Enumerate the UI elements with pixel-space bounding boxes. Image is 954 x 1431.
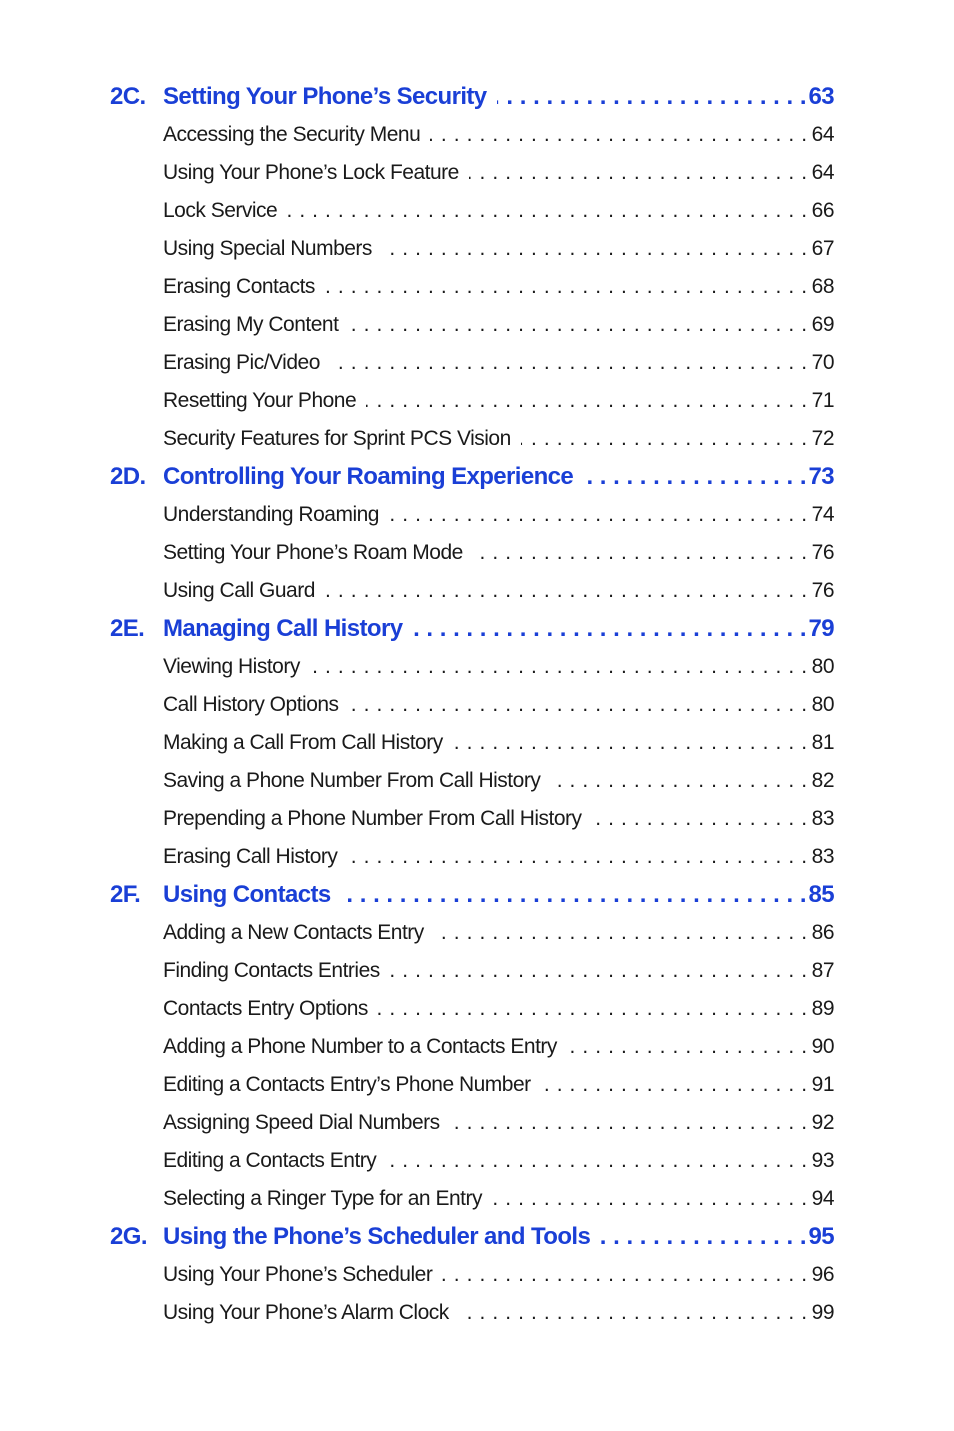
- dot-leader: [389, 496, 808, 534]
- entry-page-number: 90: [811, 1035, 834, 1058]
- toc-entry[interactable]: [110, 534, 834, 572]
- toc-entry[interactable]: [110, 420, 834, 458]
- toc-entry[interactable]: [110, 1256, 834, 1294]
- entry-page-number: 80: [811, 655, 834, 678]
- dot-leader: [430, 116, 807, 154]
- toc-entry[interactable]: [110, 1180, 834, 1218]
- entry-title: Security Features for Sprint PCS Vision: [163, 427, 511, 450]
- entry-title: Viewing History: [163, 655, 300, 678]
- entry-page-number: 64: [811, 161, 834, 184]
- dot-leader: [453, 724, 808, 762]
- chapter-title: Setting Your Phone’s Security: [163, 83, 487, 110]
- toc-entry[interactable]: [110, 306, 834, 344]
- entry-page-number: 69: [811, 313, 834, 336]
- dot-leader: [341, 876, 807, 914]
- entry-title: Prepending a Phone Number From Call History: [163, 807, 582, 830]
- table-of-contents: [110, 78, 834, 1332]
- dot-leader: [330, 344, 808, 382]
- toc-entry[interactable]: [110, 990, 834, 1028]
- toc-entry[interactable]: [110, 952, 834, 990]
- entry-page-number: 83: [811, 845, 834, 868]
- chapter-number: 2F.: [110, 881, 141, 908]
- entry-title: Using Special Numbers: [163, 237, 372, 260]
- entry-title: Adding a Phone Number to a Contacts Entry: [163, 1035, 557, 1058]
- entry-title: Selecting a Ringer Type for an Entry: [163, 1187, 482, 1210]
- chapter-title: Using Contacts: [163, 881, 331, 908]
- toc-entry[interactable]: [110, 800, 834, 838]
- chapter-title: Managing Call History: [163, 615, 403, 642]
- dot-leader: [442, 1256, 807, 1294]
- entry-title: Erasing Pic/Video: [163, 351, 320, 374]
- toc-entry[interactable]: [110, 192, 834, 230]
- toc-entry[interactable]: [110, 914, 834, 952]
- entry-title: Using Call Guard: [163, 579, 315, 602]
- entry-page-number: 72: [811, 427, 834, 450]
- dot-leader: [412, 610, 806, 648]
- dot-leader: [550, 762, 807, 800]
- dot-leader: [492, 1180, 808, 1218]
- entry-title: Using Your Phone’s Alarm Clock: [163, 1301, 449, 1324]
- toc-entry[interactable]: [110, 838, 834, 876]
- toc-entry[interactable]: [110, 230, 834, 268]
- entry-page-number: 67: [811, 237, 834, 260]
- chapter-title: Using the Phone’s Scheduler and Tools: [163, 1223, 591, 1250]
- entry-page-number: 87: [811, 959, 834, 982]
- entry-title: Lock Service: [163, 199, 278, 222]
- dot-leader: [378, 990, 808, 1028]
- toc-entry[interactable]: [110, 762, 834, 800]
- toc-entry[interactable]: [110, 1104, 834, 1142]
- dot-leader: [600, 1218, 806, 1256]
- toc-entry[interactable]: [110, 686, 834, 724]
- toc-entry[interactable]: [110, 1066, 834, 1104]
- dot-leader: [497, 78, 807, 116]
- dot-leader: [592, 800, 808, 838]
- entry-title: Making a Call From Call History: [163, 731, 443, 754]
- dot-leader: [521, 420, 808, 458]
- dot-leader: [366, 382, 807, 420]
- entry-title: Assigning Speed Dial Numbers: [163, 1111, 440, 1134]
- dot-leader: [541, 1066, 808, 1104]
- entry-page-number: 82: [811, 769, 834, 792]
- entry-title: Finding Contacts Entries: [163, 959, 380, 982]
- dot-leader: [450, 1104, 808, 1142]
- entry-page-number: 76: [811, 579, 834, 602]
- chapter-number: 2D.: [110, 463, 146, 490]
- entry-page-number: 68: [811, 275, 834, 298]
- entry-page-number: 89: [811, 997, 834, 1020]
- entry-page-number: 91: [811, 1073, 834, 1096]
- entry-page-number: 86: [811, 921, 834, 944]
- dot-leader: [349, 686, 808, 724]
- entry-title: Saving a Phone Number From Call History: [163, 769, 541, 792]
- entry-page-number: 81: [811, 731, 834, 754]
- entry-title: Contacts Entry Options: [163, 997, 368, 1020]
- entry-title: Understanding Roaming: [163, 503, 379, 526]
- toc-entry[interactable]: [110, 1028, 834, 1066]
- toc-entry[interactable]: [110, 382, 834, 420]
- entry-title: Using Your Phone’s Scheduler: [163, 1263, 433, 1286]
- entry-title: Editing a Contacts Entry: [163, 1149, 377, 1172]
- dot-leader: [583, 458, 806, 496]
- entry-title: Editing a Contacts Entry’s Phone Number: [163, 1073, 531, 1096]
- chapter-number: 2G.: [110, 1223, 147, 1250]
- entry-title: Erasing My Content: [163, 313, 339, 336]
- entry-page-number: 74: [811, 503, 834, 526]
- chapter-number: 2E.: [110, 615, 145, 642]
- entry-page-number: 64: [811, 123, 834, 146]
- dot-leader: [473, 534, 808, 572]
- toc-entry[interactable]: [110, 648, 834, 686]
- entry-page-number: 94: [811, 1187, 834, 1210]
- entry-title: Erasing Contacts: [163, 275, 315, 298]
- toc-entry[interactable]: [110, 724, 834, 762]
- dot-leader: [325, 572, 808, 610]
- chapter-page-number: 85: [808, 881, 834, 908]
- entry-page-number: 93: [811, 1149, 834, 1172]
- entry-page-number: 66: [811, 199, 834, 222]
- entry-page-number: 83: [811, 807, 834, 830]
- dot-leader: [347, 838, 807, 876]
- toc-entry[interactable]: [110, 1294, 834, 1332]
- entry-title: Adding a New Contacts Entry: [163, 921, 424, 944]
- chapter-title: Controlling Your Roaming Experience: [163, 463, 574, 490]
- chapter-heading[interactable]: [110, 458, 834, 496]
- dot-leader: [469, 154, 808, 192]
- entry-page-number: 71: [811, 389, 834, 412]
- chapter-heading[interactable]: [110, 1218, 834, 1256]
- toc-entry[interactable]: [110, 572, 834, 610]
- dot-leader: [390, 952, 808, 990]
- entry-title: Accessing the Security Menu: [163, 123, 421, 146]
- chapter-page-number: 73: [808, 463, 834, 490]
- dot-leader: [382, 230, 808, 268]
- toc-entry[interactable]: [110, 496, 834, 534]
- dot-leader: [459, 1294, 808, 1332]
- entry-page-number: 96: [811, 1263, 834, 1286]
- entry-page-number: 92: [811, 1111, 834, 1134]
- chapter-number: 2C.: [110, 83, 146, 110]
- chapter-heading[interactable]: [110, 876, 834, 914]
- dot-leader: [325, 268, 808, 306]
- dot-leader: [310, 648, 808, 686]
- entry-title: Using Your Phone’s Lock Feature: [163, 161, 459, 184]
- chapter-heading[interactable]: [110, 610, 834, 648]
- entry-page-number: 76: [811, 541, 834, 564]
- dot-leader: [287, 192, 807, 230]
- chapter-page-number: 63: [808, 83, 834, 110]
- toc-entry[interactable]: [110, 268, 834, 306]
- chapter-page-number: 79: [808, 615, 834, 642]
- entry-page-number: 70: [811, 351, 834, 374]
- entry-title: Call History Options: [163, 693, 339, 716]
- dot-leader: [386, 1142, 807, 1180]
- toc-entry[interactable]: [110, 1142, 834, 1180]
- toc-entry[interactable]: [110, 116, 834, 154]
- chapter-page-number: 95: [808, 1223, 834, 1250]
- toc-entry[interactable]: [110, 154, 834, 192]
- dot-leader: [434, 914, 808, 952]
- dot-leader: [567, 1028, 808, 1066]
- dot-leader: [348, 306, 807, 344]
- entry-title: Resetting Your Phone: [163, 389, 357, 412]
- toc-entry[interactable]: [110, 344, 834, 382]
- entry-title: Erasing Call History: [163, 845, 338, 868]
- entry-title: Setting Your Phone’s Roam Mode: [163, 541, 463, 564]
- entry-page-number: 99: [811, 1301, 834, 1324]
- chapter-heading[interactable]: [110, 78, 834, 116]
- entry-page-number: 80: [811, 693, 834, 716]
